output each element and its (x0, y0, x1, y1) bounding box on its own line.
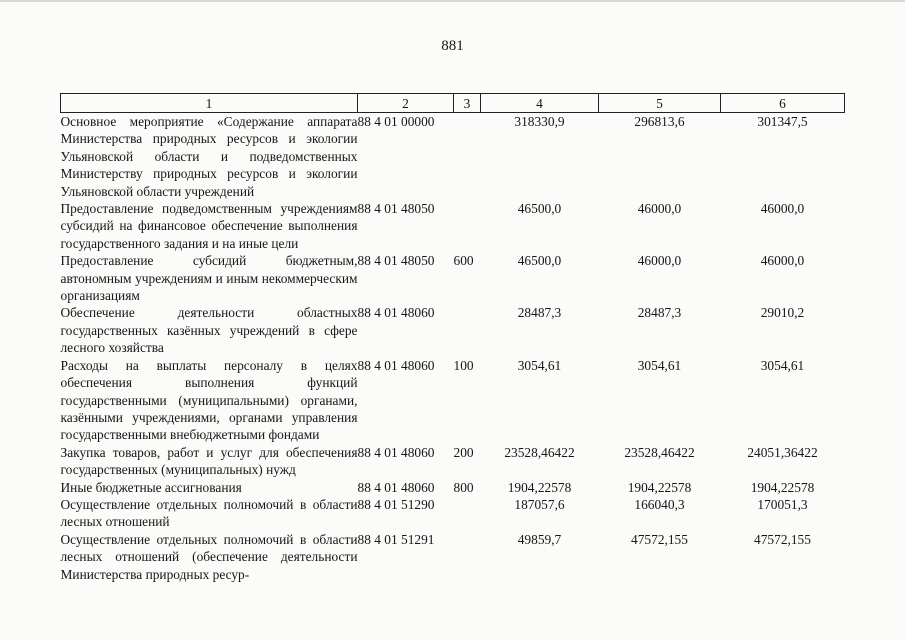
row-value-6: 1904,22578 (750, 479, 815, 495)
row-group: 100 (453, 357, 474, 373)
row-group (454, 200, 481, 252)
row-value-5: 46000,0 (637, 201, 682, 217)
row-value-6: 29010,2 (760, 305, 805, 321)
row-value-5: 166040,3 (634, 496, 685, 512)
row-name: Закупка товаров, работ и услуг для обеспечения государственных (муниципальных) нужд (60, 444, 358, 478)
row-value-5: 23528,46422 (624, 444, 695, 460)
table-row (61, 357, 845, 444)
row-name: Расходы на выплаты персоналу в целях обеспечения выполнения функций государственными (муниципальными) органами, казёнными учреждениями, органами управления государственными внебюджетными фондами (60, 357, 358, 443)
page-number: 881 (441, 38, 464, 54)
row-group (454, 304, 481, 356)
table-row (61, 479, 845, 496)
row-name: Основное мероприятие «Содержание аппарата Министерства природных ресурсов и экологии Ульяновской области и подведомственных Министерству природных ресурсов и экологии Ульяновской области учреждений (60, 114, 358, 199)
row-code: 88 4 01 51291 (357, 531, 435, 547)
row-code: 88 4 01 48060 (357, 479, 435, 495)
row-code: 88 4 01 51290 (357, 496, 435, 512)
column-header-4: 4 (481, 94, 599, 113)
row-group (454, 531, 481, 583)
column-header-1: 1 (61, 94, 358, 113)
row-code: 88 4 01 48060 (357, 444, 435, 460)
row-name: Осуществление отдельных полномочий в области лесных отношений (60, 496, 358, 530)
row-value-6: 24051,36422 (747, 444, 818, 460)
row-value-4: 46500,0 (517, 253, 562, 269)
row-name: Осуществление отдельных полномочий в области лесных отношений (обеспечение деятельности Министерства природных ресур- (60, 531, 358, 582)
row-code: 88 4 01 48050 (357, 201, 435, 217)
table-row (61, 444, 845, 479)
row-value-4: 28487,3 (517, 305, 562, 321)
row-value-4: 187057,6 (514, 496, 565, 512)
row-value-5: 47572,155 (631, 531, 688, 547)
row-group (454, 113, 481, 201)
table-row (61, 531, 845, 583)
row-value-6: 3054,61 (760, 357, 805, 373)
row-value-6: 47572,155 (754, 531, 811, 547)
row-value-6: 46000,0 (760, 201, 805, 217)
row-name: Предоставление субсидий бюджетным, автономным учреждениям и иным некоммерческим организациям (60, 253, 358, 304)
row-value-4: 3054,61 (517, 357, 562, 373)
row-value-4: 49859,7 (517, 531, 562, 547)
row-value-4: 23528,46422 (504, 444, 575, 460)
row-value-4: 318330,9 (514, 114, 565, 129)
row-value-6: 301347,5 (757, 114, 808, 129)
row-group: 800 (453, 479, 474, 495)
header-row (61, 94, 845, 113)
column-header-5: 5 (599, 94, 721, 113)
row-value-4: 46500,0 (517, 201, 562, 217)
row-group (454, 496, 481, 531)
row-value-5: 3054,61 (637, 357, 682, 373)
row-value-4: 1904,22578 (507, 479, 572, 495)
row-group: 600 (453, 253, 474, 269)
table-row (61, 304, 845, 356)
row-value-5: 1904,22578 (627, 479, 692, 495)
table-row (61, 496, 845, 531)
budget-table (60, 93, 845, 583)
row-group: 200 (453, 444, 474, 460)
column-header-2: 2 (358, 94, 454, 113)
scan-edge (0, 0, 905, 2)
table-row (61, 252, 845, 304)
row-name: Иные бюджетные ассигнования (60, 479, 242, 495)
row-code: 88 4 01 00000 (357, 114, 435, 129)
row-name: Предоставление подведомственным учреждениям субсидий на финансовое обеспечение выполнения государственного задания и на иные цели (60, 201, 358, 251)
row-code: 88 4 01 48050 (357, 253, 435, 269)
row-code: 88 4 01 48060 (357, 305, 435, 321)
row-code: 88 4 01 48060 (357, 357, 435, 373)
table-row (61, 113, 845, 201)
column-header-3: 3 (454, 94, 481, 113)
table-row (61, 200, 845, 252)
row-value-6: 46000,0 (760, 253, 805, 269)
column-header-6: 6 (721, 94, 845, 113)
row-value-5: 46000,0 (637, 253, 682, 269)
row-name: Обеспечение деятельности областных государственных казённых учреждений в сфере лесного хозяйства (60, 305, 358, 356)
row-value-5: 28487,3 (637, 305, 682, 321)
row-value-5: 296813,6 (634, 114, 685, 129)
row-value-6: 170051,3 (757, 496, 808, 512)
